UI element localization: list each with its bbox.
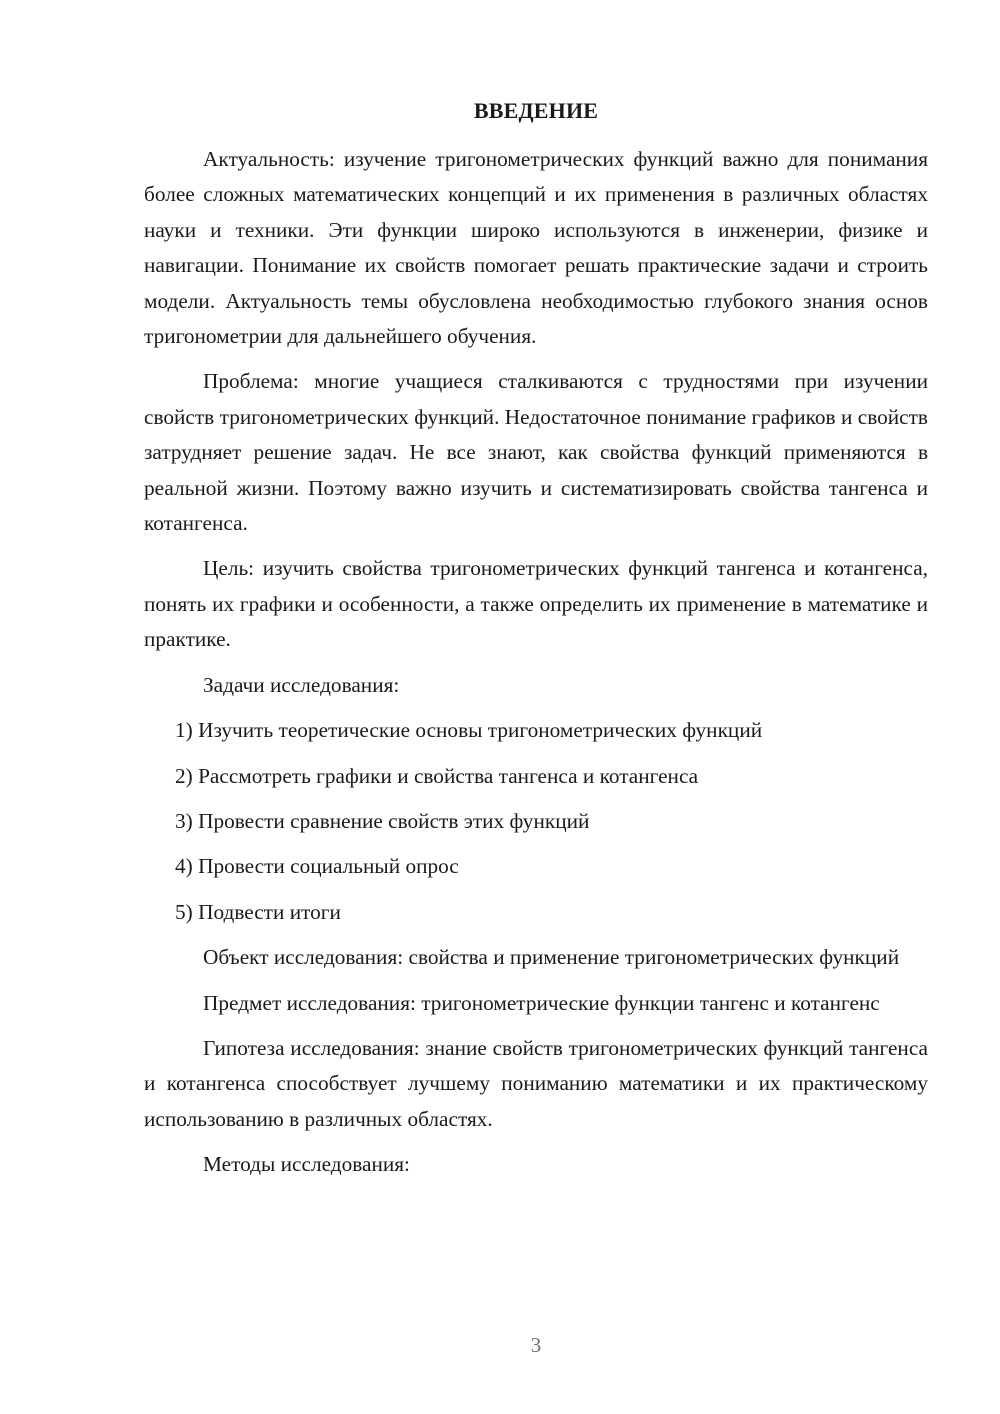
research-subject-paragraph: Предмет исследования: тригонометрические функции тангенс и котангенс	[203, 990, 880, 1015]
tasks-heading: Задачи исследования:	[203, 672, 400, 697]
task-item: 4) Провести социальный опрос	[175, 854, 459, 879]
problem-paragraph: Проблема: многие учащиеся сталкиваются с трудностями при изучении свойств тригонометрических функций. Недостаточное понимание графиков и свойств затрудняет решение задач. Не все знают, как свойства функций применяются в реальной жизни. Поэтому важно изучить и систематизировать свойства тангенса и котангенса.	[144, 369, 928, 536]
methods-heading: Методы исследования:	[203, 1152, 410, 1177]
goal-paragraph: Цель: изучить свойства тригонометрических функций тангенса и котангенса, понять их графики и особенности, а также определить их применение в математике и практике.	[144, 556, 928, 652]
task-item: 3) Провести сравнение свойств этих функций	[175, 808, 590, 833]
section-title: ВВЕДЕНИЕ	[473, 98, 599, 123]
hypothesis-paragraph: Гипотеза исследования: знание свойств тригонометрических функций тангенса и котангенса способствует лучшему пониманию математики и их практическому использованию в различных областях.	[144, 1035, 928, 1131]
relevance-paragraph: Актуальность: изучение тригонометрических функций важно для понимания более сложных математических концепций и их применения в различных областях науки и техники. Эти функции широко используются в инженерии, физике и навигации. Понимание их свойств помогает решать практические задачи и строить модели. Актуальность темы обусловлена необходимостью глубокого знания основ тригонометрии для дальнейшего обучения.	[144, 147, 928, 349]
document-body	[144, 142, 928, 1183]
task-item: 5) Подвести итоги	[175, 899, 341, 924]
tasks-list	[144, 713, 928, 930]
research-object-paragraph: Объект исследования: свойства и применение тригонометрических функций	[203, 945, 900, 970]
task-item: 1) Изучить теоретические основы тригонометрических функций	[175, 718, 763, 743]
page-number: 3	[530, 1333, 542, 1357]
task-item: 2) Рассмотреть графики и свойства тангенса и котангенса	[175, 763, 699, 788]
